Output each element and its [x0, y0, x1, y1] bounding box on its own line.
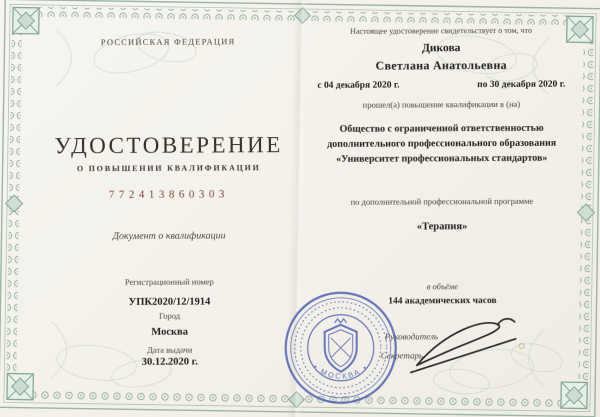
organization-name: Общество с ограниченной ответственностью дополнительного профессионального образования «Университет профессиональных стандартов» — [327, 122, 557, 165]
completed-text: прошел(а) повышение квалификации в (на) — [362, 98, 521, 110]
issue-date-value: 30.12.2020 г. — [141, 356, 198, 368]
head-title-label: Руководитель — [384, 331, 439, 342]
period-start: с 04 декабря 2020 г. — [317, 80, 400, 91]
registration-number-label: Регистрационный номер — [124, 276, 214, 287]
program-label: по дополнительной профессиональной программе — [350, 195, 534, 207]
secretary-title-label: Секретарь — [380, 350, 424, 361]
holder-surname: Дикова — [421, 42, 461, 55]
stamp-city-text: • МОСКВА • — [311, 362, 370, 381]
intro-text: Настоящее удостоверение свидетельствует о том, что — [350, 25, 533, 36]
period-end: по 30 декабря 2020 г. — [477, 79, 566, 91]
holder-name: Светлана Анатольевна — [375, 57, 507, 73]
volume-label: в объёме — [426, 281, 459, 292]
signature-scribble — [403, 309, 528, 382]
registration-number: УПК2020/12/1914 — [128, 296, 211, 308]
program-name: «Терапия» — [416, 221, 468, 233]
certificate-subtitle: О ПОВЫШЕНИИ КВАЛИФИКАЦИИ — [76, 163, 261, 174]
issue-date-label: Дата выдачи — [147, 344, 193, 355]
city-value: Москва — [151, 326, 189, 338]
country-label: РОССИЙСКАЯ ФЕДЕРАЦИЯ — [100, 36, 236, 48]
document-type-label: Документ о квалификации — [112, 230, 226, 242]
official-stamp-seal — [280, 289, 401, 408]
city-label: Город — [159, 310, 181, 321]
serial-number: 772413860303 — [108, 188, 229, 202]
volume-value: 144 академических часов — [388, 295, 497, 307]
certificate-title: УДОСТОВЕРЕНИЕ — [54, 132, 283, 159]
